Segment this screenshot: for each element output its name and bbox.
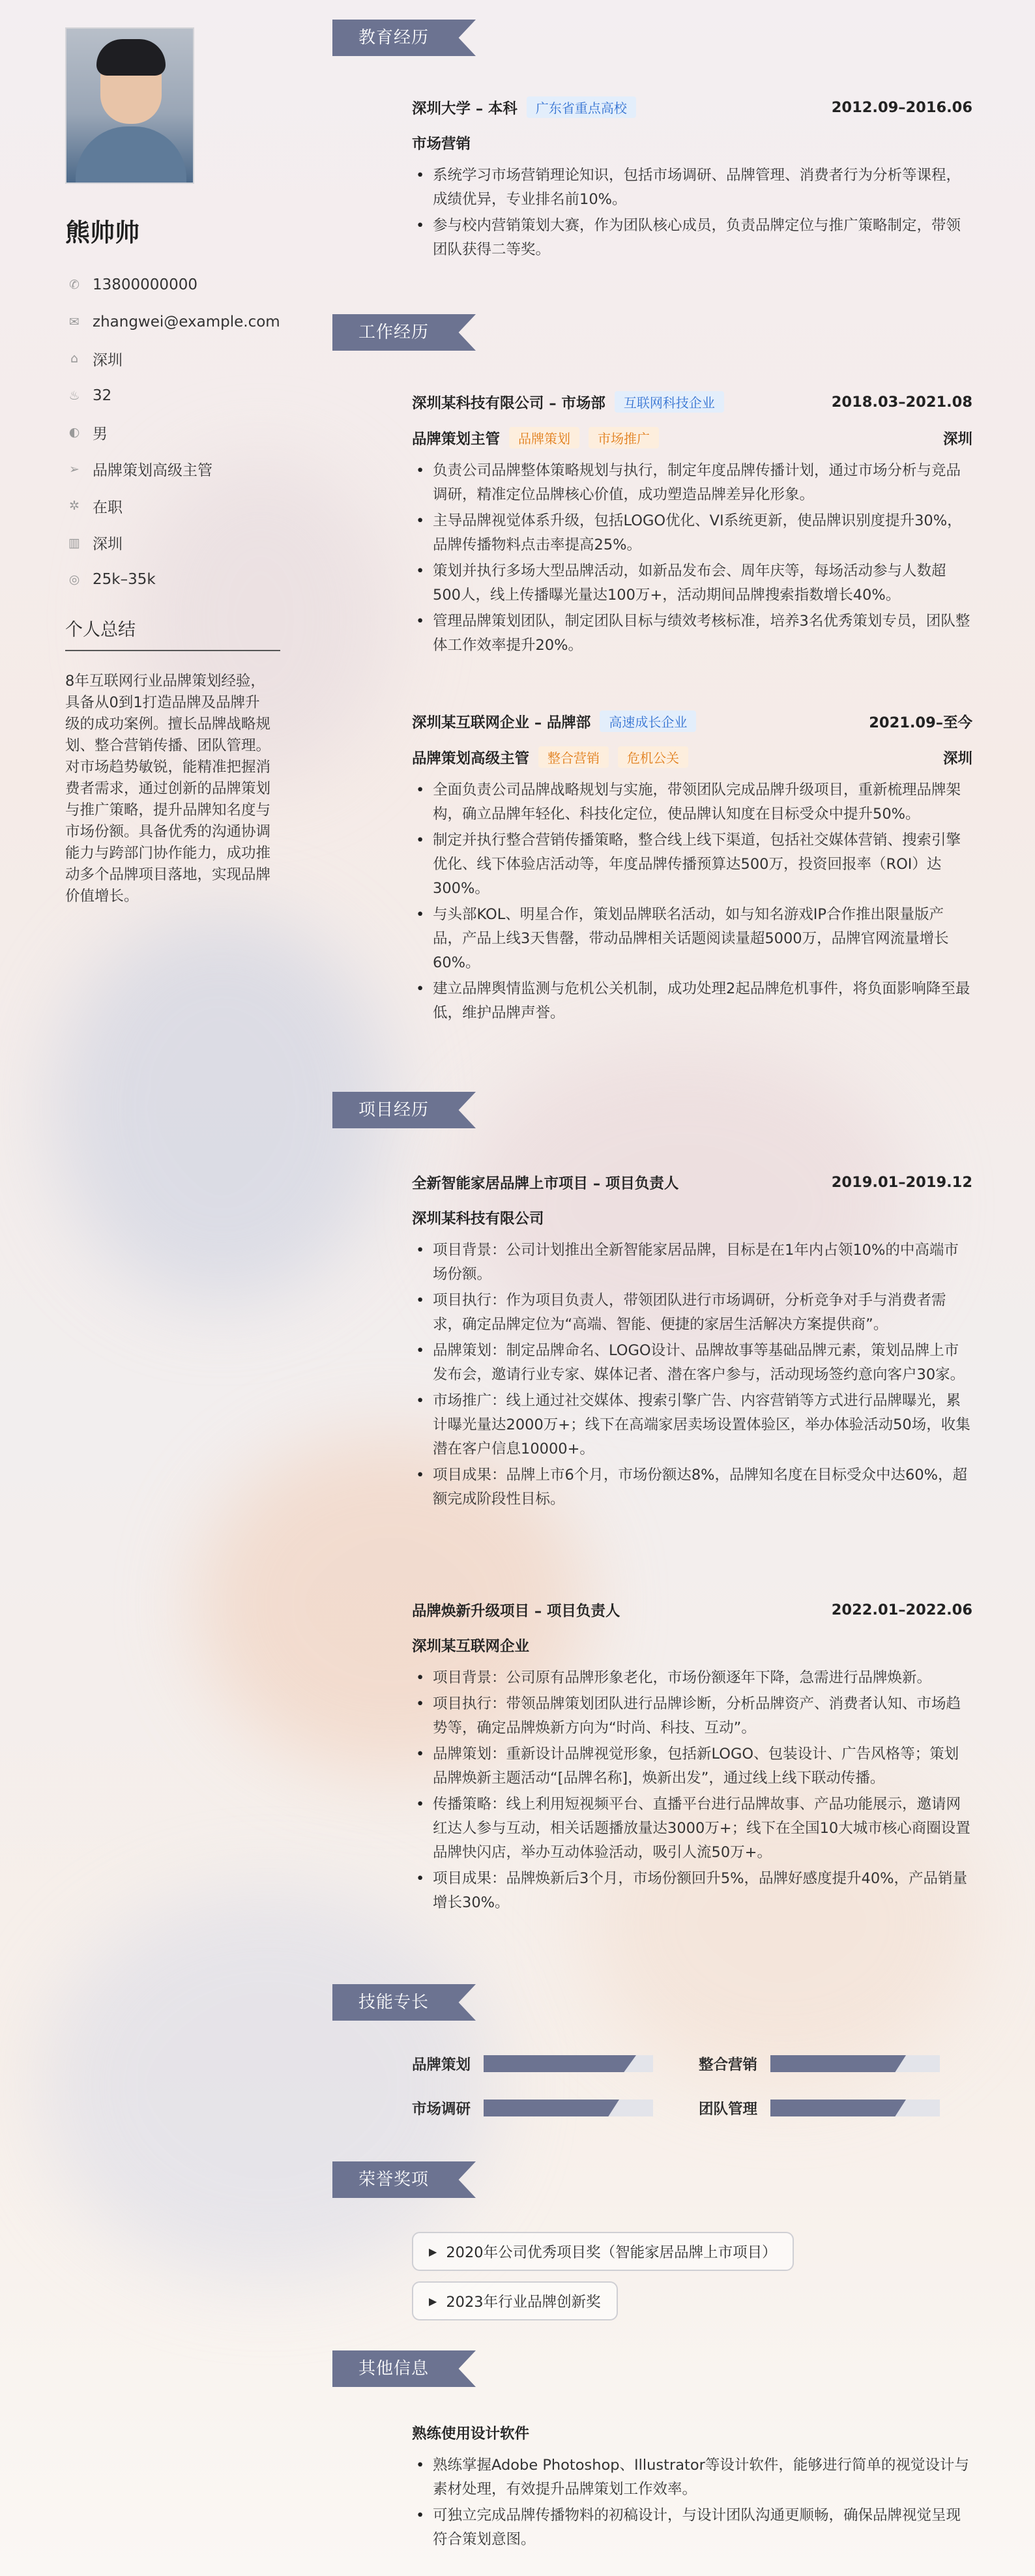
list-item: • 项目执行：带领品牌策划团队进行品牌诊断，分析品牌资产、消费者认知、市场趋势等，确定品牌焕新方向为“时尚、科技、互动”。 xyxy=(412,1692,972,1740)
list-item: • 品牌策划：制定品牌命名、LOGO设计、品牌故事等基础品牌元素，策划品牌上市发布会，邀请行业专家、媒体记者、潜在客户参与，活动现场签约意向客户30家。 xyxy=(412,1339,972,1387)
section-awards-header: 荣誉奖项 xyxy=(332,2161,476,2198)
info-age: ♨ 32 xyxy=(65,377,347,415)
section-education-header: 教育经历 xyxy=(332,20,476,56)
project-company: 深圳某科技有限公司 xyxy=(412,1210,544,1227)
summary-text: 8年互联网行业品牌策划经验，具备从0到1打造品牌及品牌升级的成功案例。擅长品牌战略规划、整合营销传播、团队管理。对市场趋势敏锐，能精准把握消费者需求，通过创新的品牌策划与推广策略，提升品牌知名度与市场份额。具备优秀的沟通协调能力与跨部门协作能力，成功推动多个品牌项目落地，实现品牌价值增长。 xyxy=(65,672,271,905)
skill-fill xyxy=(484,2055,636,2072)
list-item: • 制定并执行整合营销传播策略，整合线上线下渠道，包括社交媒体营销、搜索引擎优化、线下体验店活动等，年度品牌传播预算达500万，投资回报率（ROI）达300%。 xyxy=(412,828,972,901)
section-project-header: 项目经历 xyxy=(332,1092,476,1128)
gender-icon: ◐ xyxy=(68,425,80,440)
job-role: 品牌策划主管 xyxy=(412,430,501,448)
other-title: 熟练使用设计软件 xyxy=(412,2425,530,2442)
job-city: 深圳 xyxy=(942,750,972,767)
skill-item xyxy=(412,2098,653,2118)
skill-name: 市场调研 xyxy=(412,2101,471,2118)
status-icon: ✲ xyxy=(69,499,80,514)
list-item: • 参与校内营销策划大赛，作为团队核心成员，负责品牌定位与推广策略制定，带领团队获得二等奖。 xyxy=(412,214,972,262)
sidebar xyxy=(0,0,347,1434)
project-block-1 xyxy=(412,1172,972,1514)
section-other-header: 其他信息 xyxy=(332,2350,476,2387)
age-icon: ♨ xyxy=(68,388,80,403)
home-icon: ⌂ xyxy=(70,351,79,366)
school-name: 深圳大学 – 本科 xyxy=(412,100,518,117)
mail-icon: ✉ xyxy=(69,314,80,329)
work-block-2 xyxy=(412,710,972,1027)
skill-name: 品牌策划 xyxy=(412,2056,471,2073)
skill-bar xyxy=(770,2055,940,2072)
role-tag: 整合营销 xyxy=(538,746,609,768)
send-icon: ➢ xyxy=(69,461,80,476)
info-location: ⌂ 深圳 xyxy=(65,340,347,377)
work-list xyxy=(412,459,972,658)
skill-fill xyxy=(484,2100,619,2116)
work-date: 2018.03–2021.08 xyxy=(831,393,972,411)
skill-bar xyxy=(484,2100,653,2116)
list-item: • 项目执行：作为项目负责人，带领团队进行市场调研，分析竞争对手与消费者需求，确定品牌定位为“高端、智能、便捷的家居生活解决方案提供商”。 xyxy=(412,1289,972,1337)
list-item: • 管理品牌策划团队，制定团队目标与绩效考核标准，培养3名优秀策划专员，团队整体工作效率提升20%。 xyxy=(412,609,972,658)
list-item: • 熟练掌握Adobe Photoshop、Illustrator等设计软件，能够进行简单的视觉设计与素材处理，有效提升品牌策划工作效率。 xyxy=(412,2453,972,2502)
major: 市场营销 xyxy=(412,136,471,153)
skill-name: 团队管理 xyxy=(699,2101,758,2118)
info-position: ➢ 品牌策划高级主管 xyxy=(65,451,347,488)
city-icon: ▥ xyxy=(68,535,80,550)
company-badge: 高速成长企业 xyxy=(600,710,696,732)
project-date: 2019.01–2019.12 xyxy=(831,1174,972,1191)
profile-photo xyxy=(65,27,194,184)
skill-item xyxy=(699,2098,940,2118)
skill-fill xyxy=(770,2055,906,2072)
list-item: • 负责公司品牌整体策略规划与执行，制定年度品牌传播计划，通过市场分析与竞品调研，精准定位品牌核心价值，成功塑造品牌差异化形象。 xyxy=(412,459,972,507)
list-item: • 全面负责公司品牌战略规划与实施，带领团队完成品牌升级项目，重新梳理品牌架构，确立品牌年轻化、科技化定位，使品牌认知度在目标受众中提升50%。 xyxy=(412,778,972,827)
play-triangle-icon: ▶ xyxy=(429,2245,437,2258)
info-phone: ✆ 13800000000 xyxy=(65,267,347,304)
school-badge: 广东省重点高校 xyxy=(527,96,636,118)
skill-bar xyxy=(484,2055,653,2072)
education-list xyxy=(412,164,972,262)
work-block-1 xyxy=(412,391,972,660)
list-item: • 与头部KOL、明星合作，策划品牌联名活动，如与知名游戏IP合作推出限量版产品，产品上线3天售罄，带动品牌相关话题阅读量超5000万，品牌官网流量增长60%。 xyxy=(412,903,972,975)
list-item: • 项目背景：公司计划推出全新智能家居品牌，目标是在1年内占领10%的中高端市场份额。 xyxy=(412,1238,972,1287)
list-item: • 品牌策划：重新设计品牌视觉形象，包括新LOGO、包装设计、广告风格等；策划品牌焕新主题活动“[品牌名称]，焕新出发”，通过线上线下联动传播。 xyxy=(412,1742,972,1791)
list-item: • 建立品牌舆情监测与危机公关机制，成功处理2起品牌危机事件，将负面影响降至最低，维护品牌声誉。 xyxy=(412,977,972,1025)
job-city: 深圳 xyxy=(942,430,972,448)
info-salary: ◎ 25k–35k xyxy=(65,561,347,598)
play-triangle-icon: ▶ xyxy=(429,2294,437,2307)
contact-info-list xyxy=(65,267,347,598)
other-list xyxy=(412,2453,972,2552)
list-item: • 可独立完成品牌传播物料的初稿设计，与设计团队沟通更顺畅，确保品牌视觉呈现符合策划意图。 xyxy=(412,2504,972,2552)
project-date: 2022.01–2022.06 xyxy=(831,1602,972,1618)
list-item: • 系统学习市场营销理论知识，包括市场调研、品牌管理、消费者行为分析等课程，成绩优异，专业排名前10%。 xyxy=(412,164,972,212)
job-role: 品牌策划高级主管 xyxy=(412,750,530,767)
company-badge: 互联网科技企业 xyxy=(615,391,724,413)
summary-title: 个人总结 xyxy=(65,615,280,651)
list-item: • 项目背景：公司原有品牌形象老化，市场份额逐年下降，急需进行品牌焕新。 xyxy=(412,1666,972,1690)
project-title: 全新智能家居品牌上市项目 – 项目负责人 xyxy=(412,1175,679,1192)
work-list xyxy=(412,778,972,1025)
role-tag: 品牌策划 xyxy=(509,427,579,448)
info-email[interactable]: ✉ zhangwei@example.com xyxy=(65,304,347,341)
project-block-2 xyxy=(412,1600,972,1917)
info-target-city: ▥ 深圳 xyxy=(65,525,347,562)
info-status: ✲ 在职 xyxy=(65,488,347,525)
list-item: • 策划并执行多场大型品牌活动，如新品发布会、周年庆等，每场活动参与人数超500人，线上传播曝光量达100万+，活动期间品牌搜索指数增长40%。 xyxy=(412,559,972,607)
work-date: 2021.09–至今 xyxy=(869,714,972,731)
list-item: • 项目成果：品牌上市6个月，市场份额达8%，品牌知名度在目标受众中达60%，超额完成阶段性目标。 xyxy=(412,1463,972,1512)
salary-icon: ◎ xyxy=(68,572,80,587)
skill-fill xyxy=(770,2100,906,2116)
list-item: • 传播策略：线上利用短视频平台、直播平台进行品牌故事、产品功能展示，邀请网红达人参与互动，相关话题播放量达3000万+；线下在全国10大城市核心商圈设置品牌快闪店，举办互动体验活动，吸引人流50万+。 xyxy=(412,1793,972,1865)
role-tag: 危机公关 xyxy=(618,746,688,768)
list-item: • 主导品牌视觉体系升级，包括LOGO优化、VI系统更新，使品牌识别度提升30%，品牌传播物料点击率提高25%。 xyxy=(412,509,972,557)
section-skills-header: 技能专长 xyxy=(332,1984,476,2021)
info-gender: ◐ 男 xyxy=(65,414,347,451)
skill-name: 整合营销 xyxy=(699,2056,758,2073)
education-date: 2012.09–2016.06 xyxy=(831,98,972,116)
section-work-header: 工作经历 xyxy=(332,314,476,351)
list-item: • 项目成果：品牌焕新后3个月，市场份额回升5%，品牌好感度提升40%，产品销量增长30%。 xyxy=(412,1867,972,1915)
company-name: 深圳某互联网企业 – 品牌部 xyxy=(412,714,591,731)
project-title: 品牌焕新升级项目 – 项目负责人 xyxy=(412,1603,620,1620)
education-block xyxy=(412,96,972,264)
phone-icon: ✆ xyxy=(69,278,80,293)
project-list xyxy=(412,1666,972,1915)
skill-bar xyxy=(770,2100,940,2116)
award-item[interactable]: ▶ 2023年行业品牌创新奖 xyxy=(412,2281,618,2320)
role-tag: 市场推广 xyxy=(589,427,659,448)
project-company: 深圳某互联网企业 xyxy=(412,1638,530,1655)
project-list xyxy=(412,1238,972,1512)
skill-item xyxy=(699,2053,940,2074)
award-item[interactable]: ▶ 2020年公司优秀项目奖（智能家居品牌上市项目） xyxy=(412,2232,794,2271)
other-block xyxy=(412,2422,972,2554)
candidate-name: 熊帅帅 xyxy=(65,218,140,247)
company-name: 深圳某科技有限公司 – 市场部 xyxy=(412,394,605,412)
skill-item xyxy=(412,2053,653,2074)
list-item: • 市场推广：线上通过社交媒体、搜索引擎广告、内容营销等方式进行品牌曝光，累计曝光量达2000万+；线下在高端家居卖场设置体验区，举办体验活动50场，收集潜在客户信息10000+。 xyxy=(412,1389,972,1461)
